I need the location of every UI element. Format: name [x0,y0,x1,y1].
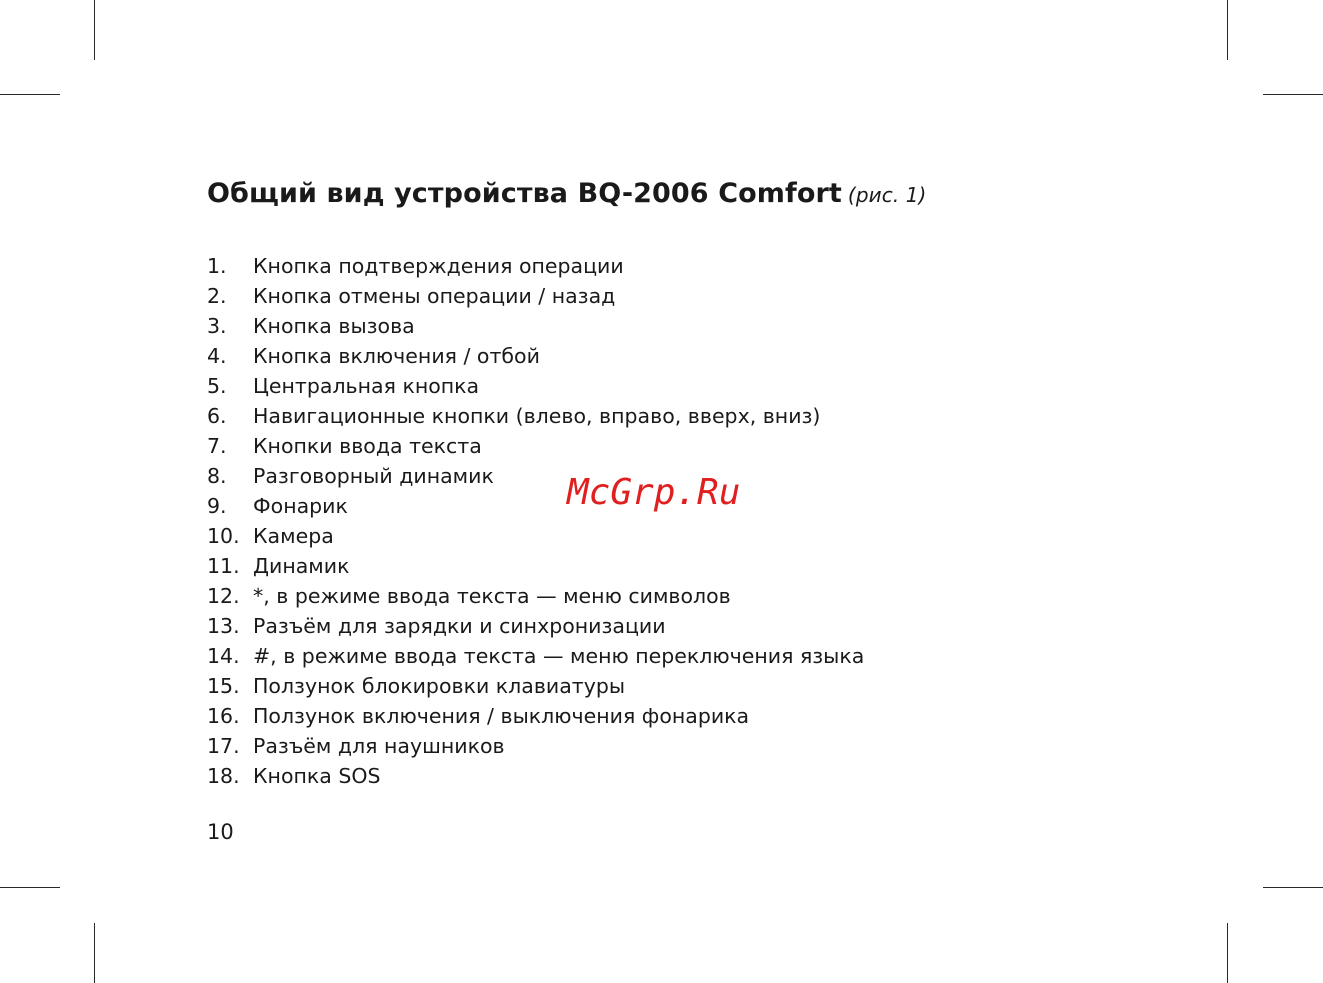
list-item [207,401,1107,431]
list-item-number: 17. [207,734,240,758]
list-item [207,581,1107,611]
list-item-number: 1. [207,254,227,278]
title-text: Общий вид устройства BQ-2006 Comfort [207,178,842,209]
list-item-number: 5. [207,374,227,398]
list-item-text: Кнопки ввода текста [253,434,482,458]
list-item [207,341,1107,371]
list-item-number: 10. [207,524,240,548]
watermark: McGrp.Ru [567,472,741,513]
list-item-text: Ползунок включения / выключения фонарика [253,704,750,728]
list-item-text: Кнопка вызова [253,314,415,338]
list-item [207,371,1107,401]
list-item-number: 2. [207,284,227,308]
page-number: 10 [207,820,234,844]
figure-reference: (рис. 1) [847,183,927,207]
list-item-text: Кнопка отмены операции / назад [253,284,616,308]
crop-mark-top-right-vertical [1227,0,1228,60]
crop-mark-bottom-right-horizontal [1263,887,1323,888]
list-item-text: *, в режиме ввода текста — меню символов [253,584,731,608]
crop-mark-top-right-horizontal [1263,94,1323,95]
list-item-text: Навигационные кнопки (влево, вправо, вверх, вниз) [253,404,821,428]
list-item-text: Фонарик [253,494,348,518]
list-item-number: 16. [207,704,240,728]
list-item-number: 13. [207,614,240,638]
list-item [207,611,1107,641]
list-item [207,251,1107,281]
list-item-number: 7. [207,434,227,458]
list-item [207,761,1107,791]
list-item-text: Центральная кнопка [253,374,480,398]
list-item-text: Кнопка SOS [253,764,381,788]
list-item-text: Динамик [253,554,350,578]
list-item [207,671,1107,701]
crop-mark-bottom-right-vertical [1227,923,1228,983]
list-item-number: 4. [207,344,227,368]
list-item [207,701,1107,731]
list-item-number: 6. [207,404,227,428]
list-item-text: Разговорный динамик [253,464,494,488]
crop-mark-top-left-horizontal [0,94,60,95]
list-item-text: Камера [253,524,334,548]
list-item [207,281,1107,311]
list-item-number: 14. [207,644,240,668]
list-item [207,551,1107,581]
list-item-text: Ползунок блокировки клавиатуры [253,674,626,698]
list-item [207,641,1107,671]
list-item [207,731,1107,761]
crop-mark-bottom-left-vertical [94,923,95,983]
list-item-text: #, в режиме ввода текста — меню переключения языка [253,644,865,668]
parts-list [207,251,1107,791]
list-item-number: 12. [207,584,240,608]
page-title [207,174,1107,215]
list-item-number: 11. [207,554,240,578]
crop-mark-top-left-vertical [94,0,95,60]
list-item-number: 3. [207,314,227,338]
list-item-number: 15. [207,674,240,698]
list-item-text: Кнопка включения / отбой [253,344,540,368]
list-item [207,521,1107,551]
list-item [207,431,1107,461]
list-item-number: 8. [207,464,227,488]
crop-mark-bottom-left-horizontal [0,887,60,888]
list-item-text: Кнопка подтверждения операции [253,254,624,278]
list-item-text: Разъём для наушников [253,734,505,758]
list-item-text: Разъём для зарядки и синхронизации [253,614,666,638]
list-item-number: 9. [207,494,227,518]
list-item [207,311,1107,341]
list-item-number: 18. [207,764,240,788]
